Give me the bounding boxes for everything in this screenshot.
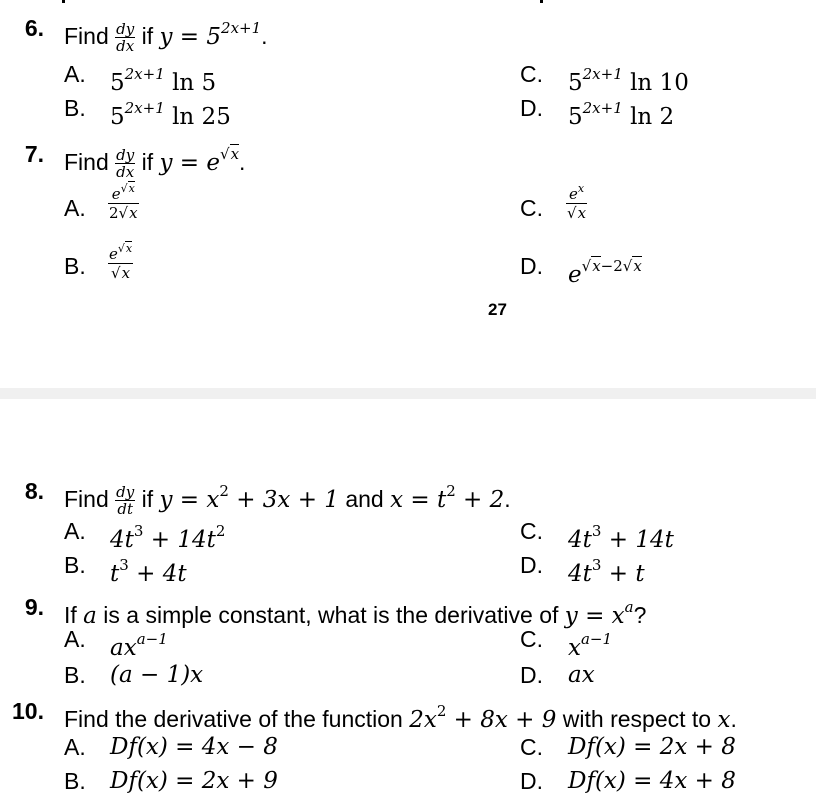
question-text: If a is a simple constant, what is the derivative of $y = x^a$? <box>64 598 647 629</box>
option-a: Df(x) = 4x − 8 <box>110 734 278 760</box>
page-bottom <box>0 399 816 799</box>
option-letter: C. <box>520 734 543 760</box>
question-text: Find $\frac{dy}{dt}$ if $y = x^2 + 3x + 1$ and $x = t^2 + 2$. <box>64 482 511 519</box>
question-text: Find the derivative of the function $2x^2 + 8x + 9$ with respect to x. <box>64 702 737 733</box>
option-letter: C. <box>520 195 543 221</box>
question-number: 6. <box>24 15 44 41</box>
option-letter: C. <box>520 518 543 544</box>
option-c: $x^{a-1}$ <box>568 630 613 661</box>
option-letter: D. <box>520 95 543 121</box>
question-text: Find $\frac{dy}{dx}$ if $y = 5^{2x+1}$. <box>64 19 268 56</box>
option-letter: D. <box>520 253 543 279</box>
page-number: 27 <box>488 300 507 319</box>
option-letter: A. <box>64 61 86 87</box>
question-number: 8. <box>24 478 44 504</box>
option-b: $5^{2x+1}$ ln 25 <box>110 99 231 130</box>
option-b: Df(x) = 2x + 9 <box>110 768 278 794</box>
option-c: $4t^3 + 14t$ <box>568 522 674 553</box>
option-letter: D. <box>520 768 543 794</box>
option-letter: B. <box>64 768 86 794</box>
option-b: $\frac{e^{√x}}{√x}$ <box>109 242 133 282</box>
option-letter: B. <box>64 253 86 279</box>
option-d: $4t^3 + t$ <box>568 556 645 587</box>
page-edge-mark <box>62 0 65 3</box>
option-letter: B. <box>64 662 86 688</box>
page-edge-mark <box>540 0 543 3</box>
option-letter: A. <box>64 518 86 544</box>
option-b: (a − 1)x <box>110 662 204 688</box>
option-letter: D. <box>520 662 543 688</box>
page-top <box>0 0 816 388</box>
option-letter: C. <box>520 626 543 652</box>
math-expression: $y = e^{√x}$ <box>159 145 240 176</box>
option-d: ax <box>568 662 595 688</box>
option-c: Df(x) = 2x + 8 <box>568 734 736 760</box>
derivative-fraction: $\frac{dy}{dx}$ <box>116 146 135 182</box>
page-separator <box>0 388 816 399</box>
option-d: $e^{√x-2√x}$ <box>568 257 642 288</box>
option-letter: A. <box>64 626 86 652</box>
option-d: Df(x) = 4x + 8 <box>568 768 736 794</box>
option-b: $t^3 + 4t$ <box>110 556 187 587</box>
derivative-fraction: $\frac{dy}{dx}$ <box>116 20 135 56</box>
option-letter: D. <box>520 552 543 578</box>
option-letter: B. <box>64 95 86 121</box>
option-a: $4t^3 + 14t^2$ <box>110 522 226 553</box>
option-letter: B. <box>64 552 86 578</box>
option-a: $\frac{e^{√x}}{2√x}$ <box>109 182 138 222</box>
question-number: 9. <box>24 594 44 620</box>
question-number: 10. <box>12 698 44 724</box>
derivative-fraction: $\frac{dy}{dt}$ <box>116 483 135 519</box>
option-a: $ax^{a-1}$ <box>110 630 168 661</box>
option-c: $\frac{e^x}{√x}$ <box>567 182 587 222</box>
math-expression: $y = 5^{2x+1}$ <box>159 19 262 50</box>
option-letter: C. <box>520 61 543 87</box>
question-number: 7. <box>24 141 44 167</box>
option-c: $5^{2x+1}$ ln 10 <box>568 65 689 96</box>
question-text: Find $\frac{dy}{dx}$ if $y = e^{√x}$. <box>64 145 246 182</box>
option-a: $5^{2x+1}$ ln 5 <box>110 65 217 96</box>
option-d: $5^{2x+1}$ ln 2 <box>568 99 675 130</box>
option-letter: A. <box>64 734 86 760</box>
option-letter: A. <box>64 195 86 221</box>
